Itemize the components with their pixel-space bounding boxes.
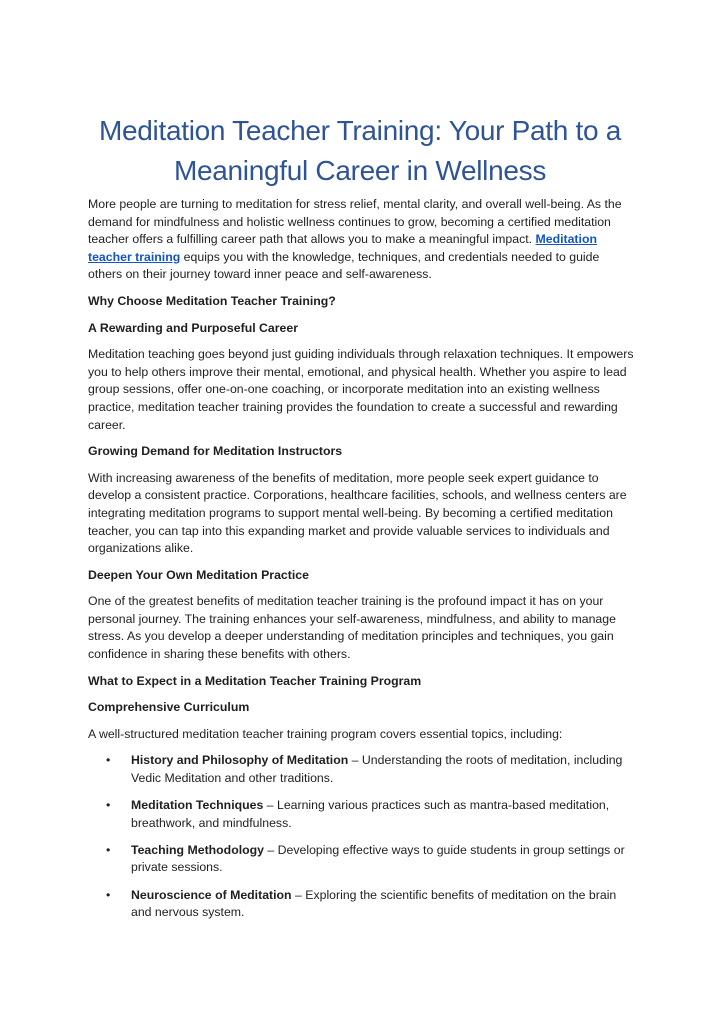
paragraph-growing-demand: With increasing awareness of the benefits of meditation, more people seek expert guidance to develop a consistent practice. Corporations, healthcare facilities, schools, and wellness centers are integrating meditation programs to support mental well-being. By becoming a certified meditation teacher, you can tap into this expanding market and provide valuable services to individuals and organizations alike. xyxy=(88,470,627,556)
topic-description: – Learning various practices such as mantra-based meditation, breathwork, and mindfulness. xyxy=(131,798,610,830)
heading-why-choose: Why Choose Meditation Teacher Training? xyxy=(88,293,336,308)
heading-deepen-practice: Deepen Your Own Meditation Practice xyxy=(88,567,309,582)
paragraph-rewarding-career: Meditation teaching goes beyond just guiding individuals through relaxation techniques. It empowers you to help others improve their mental, emotional, and physical health. Whether you aspire to lead group sessions, offer one-on-one coaching, or incorporate meditation into an existing wellness practice, meditation teacher training provides the foundation to create a successful and rewarding career. xyxy=(88,347,634,432)
meditation-teacher-training-link[interactable]: Meditation teacher training xyxy=(88,232,597,264)
list-item xyxy=(88,887,636,922)
page-title xyxy=(40,111,680,191)
heading-rewarding-career: A Rewarding and Purposeful Career xyxy=(88,320,299,335)
list-item xyxy=(88,752,636,787)
heading-comprehensive-curriculum: Comprehensive Curriculum xyxy=(88,700,250,715)
curriculum-topic-list xyxy=(88,752,636,921)
topic-description: – Understanding the roots of meditation, including Vedic Meditation and other traditions. xyxy=(131,753,623,786)
intro-text-end: equips you with the knowledge, techniques, and credentials needed to guide others on their journey toward inner peace and self-awareness. xyxy=(88,249,600,282)
list-item xyxy=(88,842,636,877)
topic-description: – Exploring the scientific benefits of meditation on the brain and nervous system. xyxy=(131,887,617,920)
topic-term: Teaching Methodology xyxy=(131,842,264,857)
heading-growing-demand: Growing Demand for Meditation Instructors xyxy=(88,444,343,459)
bullet-icon: • xyxy=(106,753,111,768)
list-item xyxy=(88,797,636,832)
title-line-1: Meditation Teacher Training: Your Path to a xyxy=(98,115,622,146)
topic-term: Meditation Techniques xyxy=(131,798,264,813)
intro-paragraph xyxy=(88,196,636,284)
bullet-icon: • xyxy=(106,798,111,813)
article-body xyxy=(88,196,636,931)
heading-what-to-expect: What to Expect in a Meditation Teacher Training Program xyxy=(88,673,422,688)
paragraph-deepen-practice: One of the greatest benefits of meditation teacher training is the profound impact it has on your personal journey. The training enhances your self-awareness, mindfulness, and ability to manage stress. As you develop a deeper understanding of meditation principles and techniques, you gain confidence in sharing these benefits with others. xyxy=(88,594,616,662)
intro-text-start: More people are turning to meditation for stress relief, mental clarity, and overall well-being. As the demand for mindfulness and holistic wellness continues to grow, becoming a certified meditation teacher offers a fulfilling career path that allows you to make a meaningful impact. xyxy=(88,197,622,247)
topic-term: Neuroscience of Meditation xyxy=(131,887,292,902)
bullet-icon: • xyxy=(106,887,111,902)
paragraph-curriculum-intro: A well-structured meditation teacher training program covers essential topics, including: xyxy=(88,726,563,741)
topic-term: History and Philosophy of Meditation xyxy=(131,753,349,768)
topic-description: – Developing effective ways to guide students in group settings or private sessions. xyxy=(131,842,625,875)
bullet-icon: • xyxy=(106,842,111,857)
title-line-2: Meaningful Career in Wellness xyxy=(173,155,547,186)
